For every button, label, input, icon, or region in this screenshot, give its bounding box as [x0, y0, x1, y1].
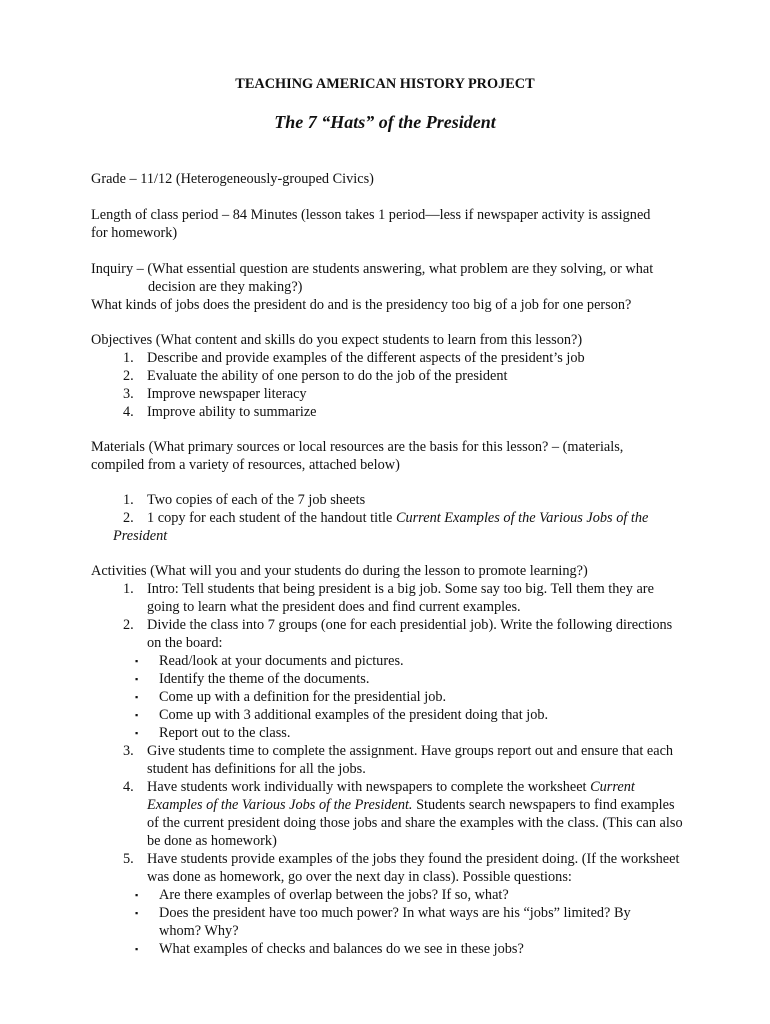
list-item: ▪ Read/look at your documents and pictures. [135, 653, 404, 669]
objectives-section [91, 331, 691, 421]
length-paragraph: Length of class period – 84 Minutes (lesson takes 1 period—less if newspaper activity is assigned for homework) [91, 207, 651, 241]
materials-heading: Materials (What primary sources or local resources are the basis for this lesson? – (materials, compiled from a variety of resources, attached below) [91, 439, 624, 473]
activities-list-continued [91, 742, 683, 886]
inquiry-prompt: Inquiry – (What essential question are students answering, what problem are they solving, or what decision are they making?) [91, 261, 654, 295]
materials-handout-title-end: President [113, 528, 168, 544]
list-item: ▪ Come up with 3 additional examples of the president doing that job. [135, 707, 549, 723]
list-item: ▪ Are there examples of overlap between the jobs? If so, what? [135, 887, 509, 903]
list-item: ▪ Report out to the class. [135, 725, 291, 741]
objectives-heading: Objectives (What content and skills do you expect students to learn from this lesson?) [91, 332, 583, 348]
list-item: 2. 1 copy for each student of the handout title Current Examples of the Various Jobs of the [123, 510, 649, 526]
list-item: 3. Improve newspaper literacy [123, 386, 307, 402]
list-item: 4. Improve ability to summarize [123, 404, 317, 420]
objectives-list [91, 349, 691, 421]
grade-line: Grade – 11/12 (Heterogeneously-grouped Civics) [91, 171, 374, 187]
list-item: ▪ Identify the theme of the documents. [135, 671, 370, 687]
lesson-title: The 7 “Hats” of the President [274, 112, 496, 132]
list-item: 3. Give students time to complete the assignment. Have groups report out and ensure that each student has definitions for all the jobs. [123, 743, 674, 777]
activities-section [91, 562, 691, 958]
inquiry-section [91, 260, 666, 314]
list-item: 2. Divide the class into 7 groups (one for each presidential job). Write the following directions on the board: [123, 617, 673, 651]
list-item: 5. Have students provide examples of the jobs they found the president doing. (If the worksheet was done as homework, go over the next day in class). Possible questions: [123, 851, 680, 885]
activity-5-bullets [91, 886, 671, 958]
list-item: 2. Evaluate the ability of one person to do the job of the president [123, 368, 508, 384]
materials-list [91, 491, 691, 545]
materials-section [91, 438, 666, 474]
activity-2-bullets [91, 652, 691, 742]
activities-heading: Activities (What will you and your students do during the lesson to promote learning?) [91, 563, 588, 579]
activities-list [91, 580, 681, 652]
list-item: 1. Two copies of each of the 7 job sheets [123, 492, 366, 508]
list-item: ▪ What examples of checks and balances do we see in these jobs? [135, 941, 524, 957]
list-item: ▪ Come up with a definition for the presidential job. [135, 689, 447, 705]
list-item: 1. Intro: Tell students that being president is a big job. Some say too big. Tell them they are going to learn what the president does and find current examples. [123, 581, 654, 615]
list-item: 4. Have students work individually with newspapers to complete the worksheet Current Examples of the Various Jobs of the President. Students search newspapers to find examples of the current president doing those jobs and share the examples with the class. (This can also be done as homework) [123, 779, 683, 849]
inquiry-question: What kinds of jobs does the president do and is the presidency too big of a job for one person? [91, 297, 632, 313]
list-item: ▪ Does the president have too much power? In what ways are his “jobs” limited? By whom? Why? [135, 905, 631, 939]
project-heading: TEACHING AMERICAN HISTORY PROJECT [235, 76, 535, 92]
list-item: 1. Describe and provide examples of the different aspects of the president’s job [123, 350, 585, 366]
